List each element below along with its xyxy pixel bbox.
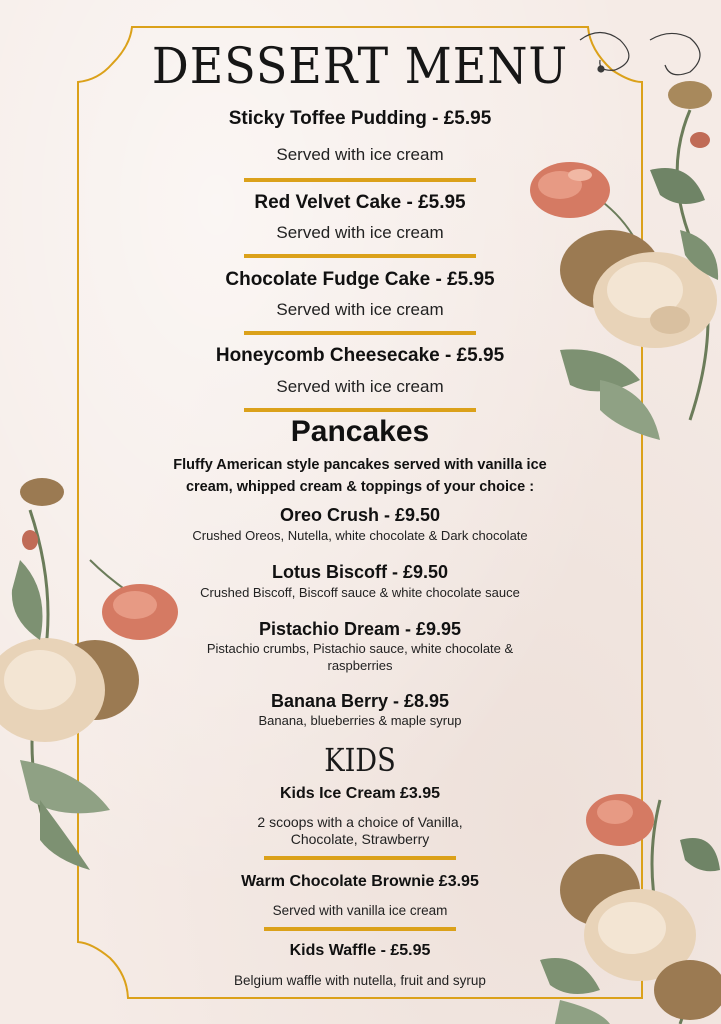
dessert-item-desc: Served with ice cream (276, 223, 444, 242)
dessert-item-desc: Served with ice cream (276, 300, 444, 319)
kids-item-name: Warm Chocolate Brownie £3.95 (241, 873, 479, 890)
dessert-item-name: Sticky Toffee Pudding - £5.95 (228, 108, 492, 129)
pancake-item-name: Oreo Crush - £9.50 (279, 505, 441, 525)
kids-item-desc: Served with vanilla ice cream (272, 903, 448, 918)
kids-item-name: Kids Waffle - £5.95 (289, 942, 431, 959)
divider (244, 254, 476, 258)
divider (244, 331, 476, 335)
divider (244, 178, 476, 182)
divider (244, 408, 476, 412)
dessert-item-name: Honeycomb Cheesecake - £5.95 (215, 345, 505, 366)
pancake-item-name: Lotus Biscoff - £9.50 (271, 562, 449, 582)
pancake-item-desc-line2: raspberries (327, 658, 393, 673)
divider (264, 856, 456, 860)
pancake-item-name: Pistachio Dream - £9.95 (258, 619, 462, 639)
kids-item-desc: Belgium waffle with nutella, fruit and syrup (234, 973, 486, 988)
pancakes-intro-line2: cream, whipped cream & toppings of your choice : (185, 479, 535, 495)
dessert-item-desc: Served with ice cream (276, 377, 444, 396)
menu-title: DESSERT MENU (151, 37, 569, 95)
kids-item-desc-line1: 2 scoops with a choice of Vanilla, (257, 814, 463, 830)
pancake-item-desc-line1: Pistachio crumbs, Pistachio sauce, white chocolate & (206, 641, 514, 656)
dessert-item-desc: Served with ice cream (276, 145, 444, 164)
dessert-item-name: Red Velvet Cake - £5.95 (254, 192, 466, 213)
pancake-item-desc: Crushed Oreos, Nutella, white chocolate & Dark chocolate (192, 528, 528, 543)
kids-item-name: Kids Ice Cream £3.95 (279, 785, 441, 802)
pancake-item-desc: Banana, blueberries & maple syrup (258, 713, 462, 728)
pancakes-intro-line1: Fluffy American style pancakes served with vanilla ice (173, 457, 547, 473)
pancakes-title: Pancakes (290, 415, 430, 448)
dessert-item-name: Chocolate Fudge Cake - £5.95 (225, 269, 495, 290)
divider (264, 927, 456, 931)
kids-item-desc-line2: Chocolate, Strawberry (290, 831, 430, 847)
pancake-item-desc: Crushed Biscoff, Biscoff sauce & white chocolate sauce (200, 585, 520, 600)
kids-title: KIDS (324, 741, 396, 779)
pancake-item-name: Banana Berry - £8.95 (270, 691, 450, 711)
